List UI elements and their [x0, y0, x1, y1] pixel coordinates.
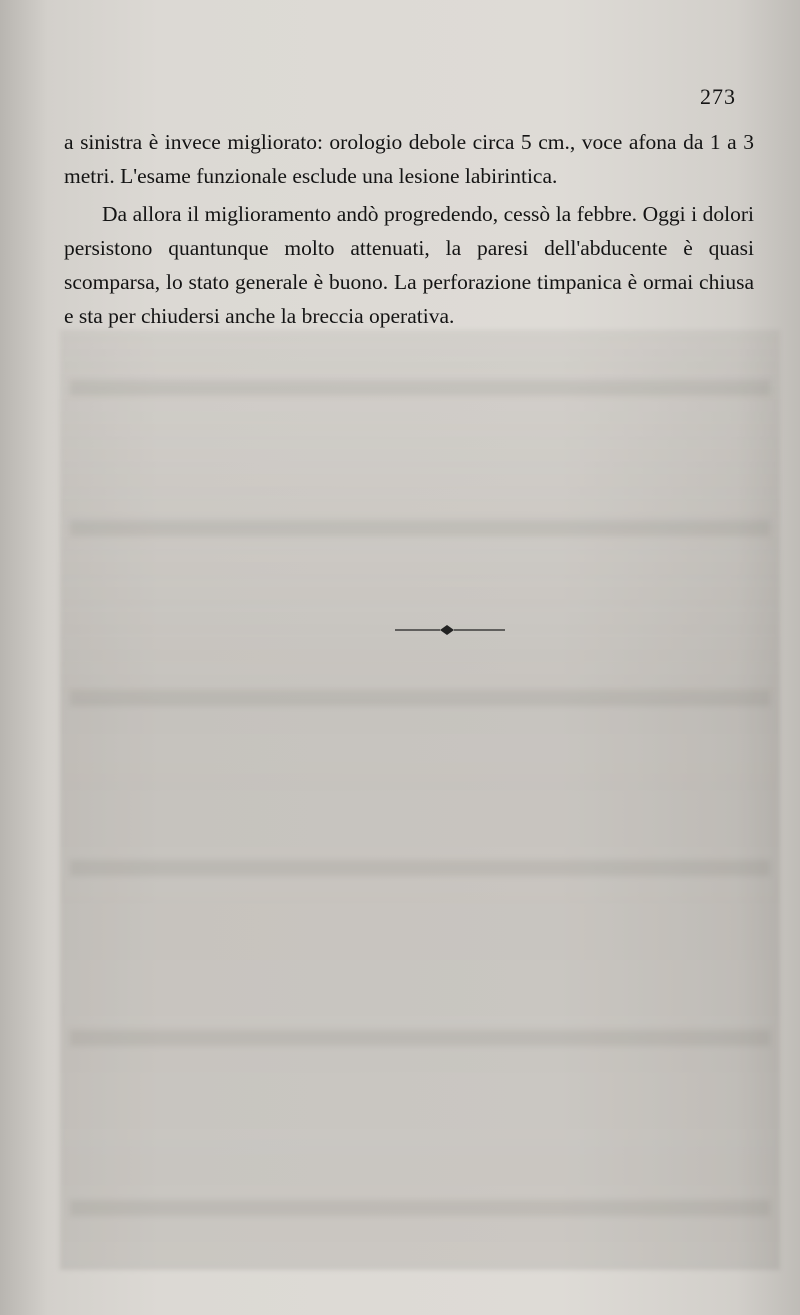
paragraph: Da allora il miglioramento andò progredendo, cessò la febbre. Oggi i dolori persistono quantunque molto attenuati, la paresi dell'abducente è quasi scomparsa, lo stato generale è buono. La perforazione timpanica è ormai chiusa e sta per chiudersi anche la breccia operativa. — [64, 202, 754, 328]
show-through-line — [70, 1030, 770, 1046]
show-through-line — [70, 690, 770, 706]
body-text — [64, 125, 754, 333]
show-through-line — [70, 1200, 770, 1216]
show-through-line — [70, 520, 770, 536]
show-through-line — [70, 860, 770, 876]
show-through-background — [60, 330, 780, 1270]
section-divider-ornament — [395, 620, 505, 640]
show-through-line — [70, 380, 770, 396]
paragraph: a sinistra è invece migliorato: orologio debole circa 5 cm., voce afona da 1 a 3 metri. L'esame funzionale esclude una lesione labirintica. — [64, 130, 754, 188]
page-number: 273 — [700, 84, 736, 109]
